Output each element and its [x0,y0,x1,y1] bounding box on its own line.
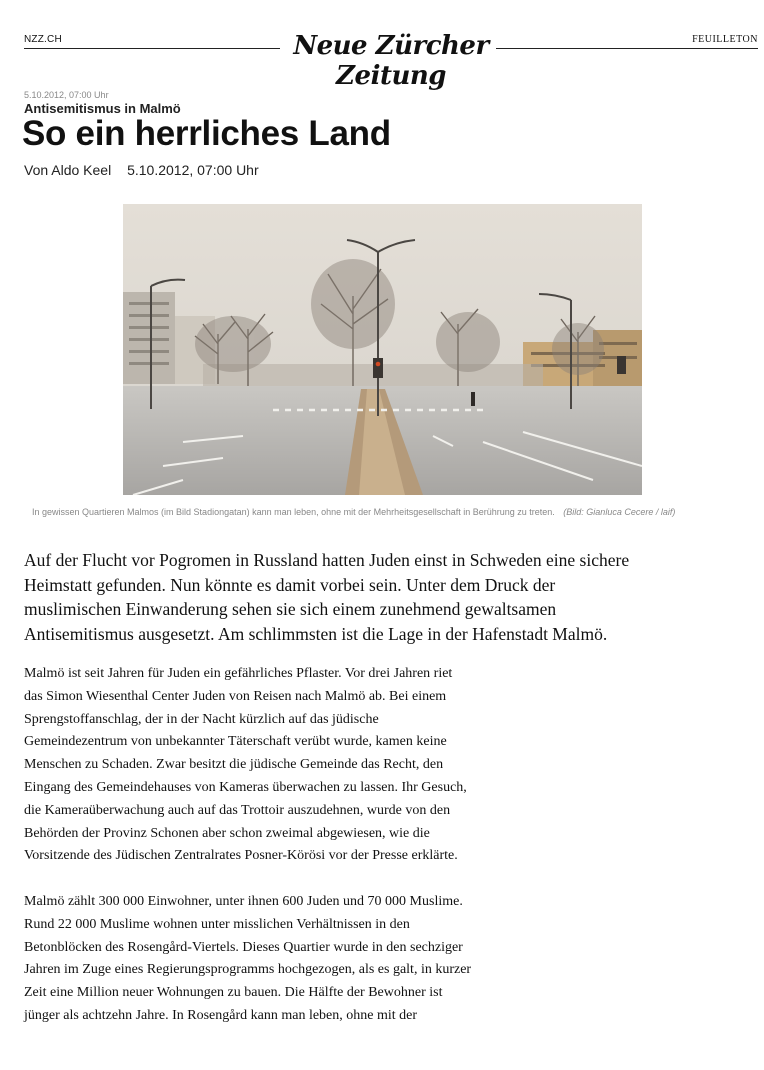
site-link[interactable]: NZZ.CH [24,34,62,45]
paragraph-line: die Kameraüberwachung auch auf das Trottoir auszudehnen, wurde von den [24,802,451,818]
paragraph-line: Zeit eine Million neuer Wohnungen zu bauen. Die Hälfte der Bewohner ist [24,985,443,1001]
paragraph-line: jünger als achtzehn Jahre. In Rosengård kann man leben, ohne mit der [24,1007,418,1023]
lead-line: Antisemitismus ausgesetzt. Am schlimmsten ist die Lage in der Hafenstadt Malmö. [24,623,608,644]
paragraph-line: Vorsitzende des Jüdischen Zentralrates Posner-Körösi vor der Presse erklärte. [24,848,458,864]
paragraph-line: das Simon Wiesenthal Center Juden von Reisen nach Malmö ab. Bei einem [24,688,447,704]
lead-line: muslimischen Einwanderung sehen sie sich einem zunehmend gewaltsamen [24,599,557,619]
article-kicker: Antisemitismus in Malmö [24,101,181,116]
lead-line: Auf der Flucht vor Pogromen in Russland hatten Juden einst in Schweden eine sichere [24,550,630,570]
masthead-rule-right [496,48,758,49]
image-caption [32,507,732,517]
article-dateline: 5.10.2012, 07:00 Uhr [24,90,109,100]
paragraph-line: Malmö ist seit Jahren für Juden ein gefährliches Pflaster. Vor drei Jahren riet [24,666,453,681]
article-title: So ein herrliches Land [22,114,391,153]
article-paragraph [24,891,554,1028]
author: Von Aldo Keel [24,162,112,178]
article-paragraph [24,663,554,868]
photo-credit: (Bild: Gianluca Cecere / laif) [563,507,676,517]
publish-date: 5.10.2012, 07:00 Uhr [127,162,259,178]
masthead [24,28,758,91]
article-lead [24,548,724,646]
paragraph-line: Rund 22 000 Muslime wohnen unter misslichen Verhältnissen in den [24,916,410,932]
paragraph-line: Sprengstoffanschlag, der in der Nacht kürzlich auf das jüdische [24,711,379,727]
byline [24,162,259,178]
paragraph-line: Jahren im Zuge eines Regierungsprogramms hochgezogen, als es galt, in kurzer [24,962,472,978]
masthead-rule-left [24,48,280,49]
newspaper-logo[interactable]: Neue Zürcher Zeitung [293,31,489,91]
article-photo [123,204,642,495]
section-label[interactable]: FEUILLETON [692,34,758,45]
paragraph-line: Behörden der Provinz Schonen aber schon zweimal abgewiesen, wie die [24,825,430,841]
lead-line: Heimstatt gefunden. Nun könnte es damit vorbei sein. Unter dem Druck der [24,574,556,595]
paragraph-line: Malmö zählt 300 000 Einwohner, unter ihnen 600 Juden und 70 000 Muslime. [24,894,463,909]
paragraph-line: Gemeindezentrum von unbekannter Täterschaft verübt wurde, kamen keine [24,734,447,750]
paragraph-line: Eingang des Gemeindehauses von Kameras überwachen zu lassen. Ihr Gesuch, [24,779,467,795]
paragraph-line: Betonblöcken des Rosengård-Viertels. Dieses Quartier wurde in den sechziger [24,939,463,955]
paragraph-line: Menschen zu Schaden. Zwar besitzt die jüdische Gemeinde das Recht, den [24,757,444,773]
caption-text: In gewissen Quartieren Malmos (im Bild Stadiongatan) kann man leben, ohne mit der Mehrheitsgesellschaft in Berührung zu treten. [32,507,555,517]
